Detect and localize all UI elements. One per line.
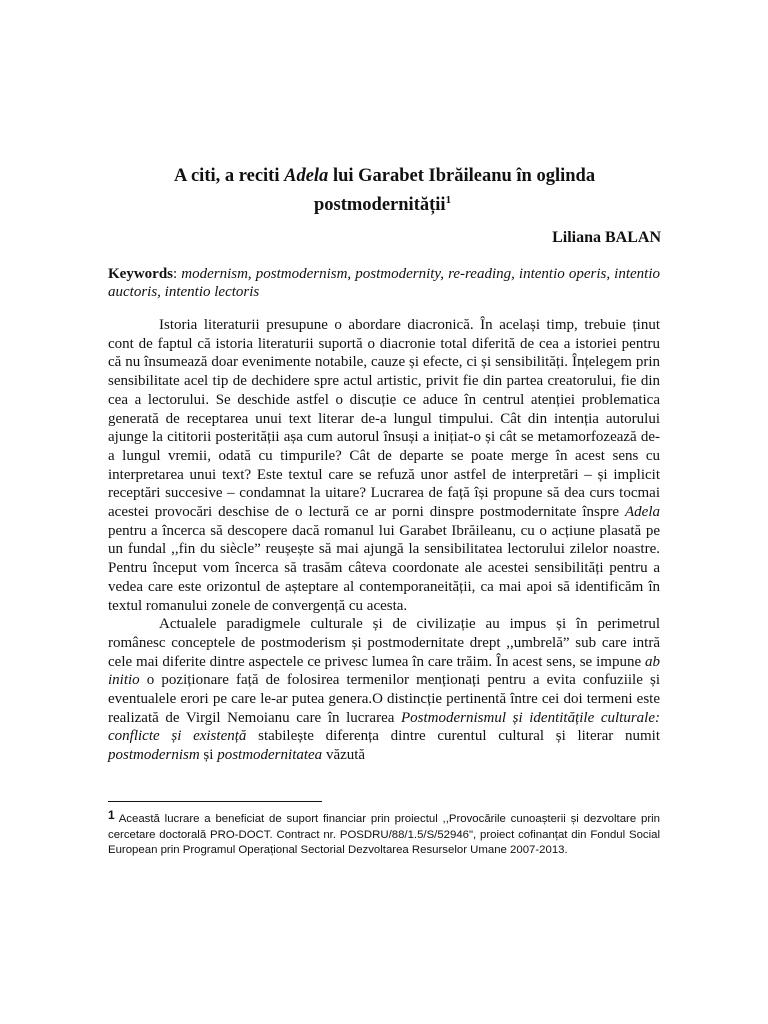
keywords-block <box>108 265 660 301</box>
title-text-end: lui Garabet Ibrăileanu în oglinda <box>328 166 596 186</box>
paragraph-text: stabilește diferența dintre curentul cultural și literar numit <box>246 728 660 745</box>
body-paragraph <box>108 316 660 615</box>
keywords-separator: : <box>173 266 182 282</box>
title-line-1 <box>174 164 670 188</box>
footnote-text: Această lucrare a beneficiat de suport financiar prin proiectul ,,Provocările cunoașterii și dezvoltare prin cercetare doctorală PRO-DOCT. Contract nr. POSDRU/88/1.5/S/52946", proiect cofinanțat din Fondul Social European prin Programul Operațional Sectorial Dezvoltarea Resurselor Umane 2007-2013. <box>108 813 660 856</box>
italic-phrase: postmodernism <box>108 747 200 764</box>
footnote-divider <box>108 801 322 802</box>
title-text-start: A citi, a reciti <box>174 166 285 186</box>
title-line-2 <box>314 188 670 217</box>
keywords-label: Keywords <box>108 266 173 282</box>
title-footnote-ref: 1 <box>445 194 452 206</box>
paragraph-text: Actualele paradigmele culturale și de civilizație au impus și în perimetrul românesc conceptele de postmoderism și postmodernitate drept ,,umbrelă” sub care intră cele mai diferite dintre aspectele ce privesc lumea în care trăim. În acest sens, se impune <box>108 616 660 670</box>
title-text-line2: postmodernității <box>314 195 446 216</box>
paragraph-text: Istoria literaturii presupune o abordare diacronică. În același timp, trebuie ținut cont de faptul că istoria literaturii suportă o diacronie total diferită de cea a istoriei pentru că nu însumează doar evenimente notabile, cauze și efecte, ci și sensibilități. Înțelegem prin sensibilitate acel tip de dechidere spre actul artistic, privit fie din partea creatorului, fie din cea a lectorului. Se deschide astfel o discuție ce aduce în centrul atenției problematica generată de receptarea unui text literar de-a lungul timpului. Cât din intenția autorului ajunge la cititorii posterității așa cum autorul însuși a inițiat-o și cât se metamorfozează de-a lungul vremii, odată cu timpurile? Cât de departe se poate merge în acest sens cu interpretarea unui text? Este textul care se refuză unor astfel de interpretări – și implicit receptări succesive – condamnat la uitare? Lucrarea de față își propune să dea curs tocmai acestei provocări deschise de o lectură ce ar porni dinspre postmodernitate înspre <box>108 317 660 521</box>
italic-phrase: postmodernitatea <box>217 747 323 764</box>
author-name: Liliana BALAN <box>552 229 661 246</box>
italic-phrase: Postmodernismul și identitățile culturale: conflicte și existență <box>108 709 660 745</box>
footnote-mark: 1 <box>108 808 115 822</box>
paragraph-text: și <box>199 747 218 764</box>
italic-phrase: ab initio <box>108 653 660 689</box>
paragraph-text: o poziționare față de folosirea termenilor menționați pentru a evita confuziile și eventualele erori pe care le-ar putea genera.O distincție pertinentă între cei doi termeni este realizată de Virgil Nemoianu care în lucrarea <box>108 672 660 726</box>
paragraph-text: pentru a încerca să descopere dacă romanul lui Garabet Ibrăileanu, cu o acțiune plasată pe un fundal ,,fin du siècle” reușește să mai ajungă la sensibilitatea lectorului zilelor noastre. Pentru început vom încerca să trasăm câteva coordonate ale acestei sensibilități pentru a vedea care este orizontul de așteptare al contemporaneității, ca mai apoi să identificăm în textul romanului zonele de convergență cu acesta. <box>108 522 660 614</box>
body-paragraph <box>108 615 660 765</box>
italic-phrase: Adela <box>625 504 660 521</box>
body-text <box>108 316 660 765</box>
paper-title <box>150 164 670 217</box>
footnote <box>108 808 660 859</box>
keywords-list: modernism, postmodernism, postmodernity, re-reading, intentio operis, intentio auctoris, intentio lectoris <box>108 266 660 300</box>
title-italic-work: Adela <box>284 166 329 186</box>
paragraph-text: văzută <box>322 747 366 764</box>
